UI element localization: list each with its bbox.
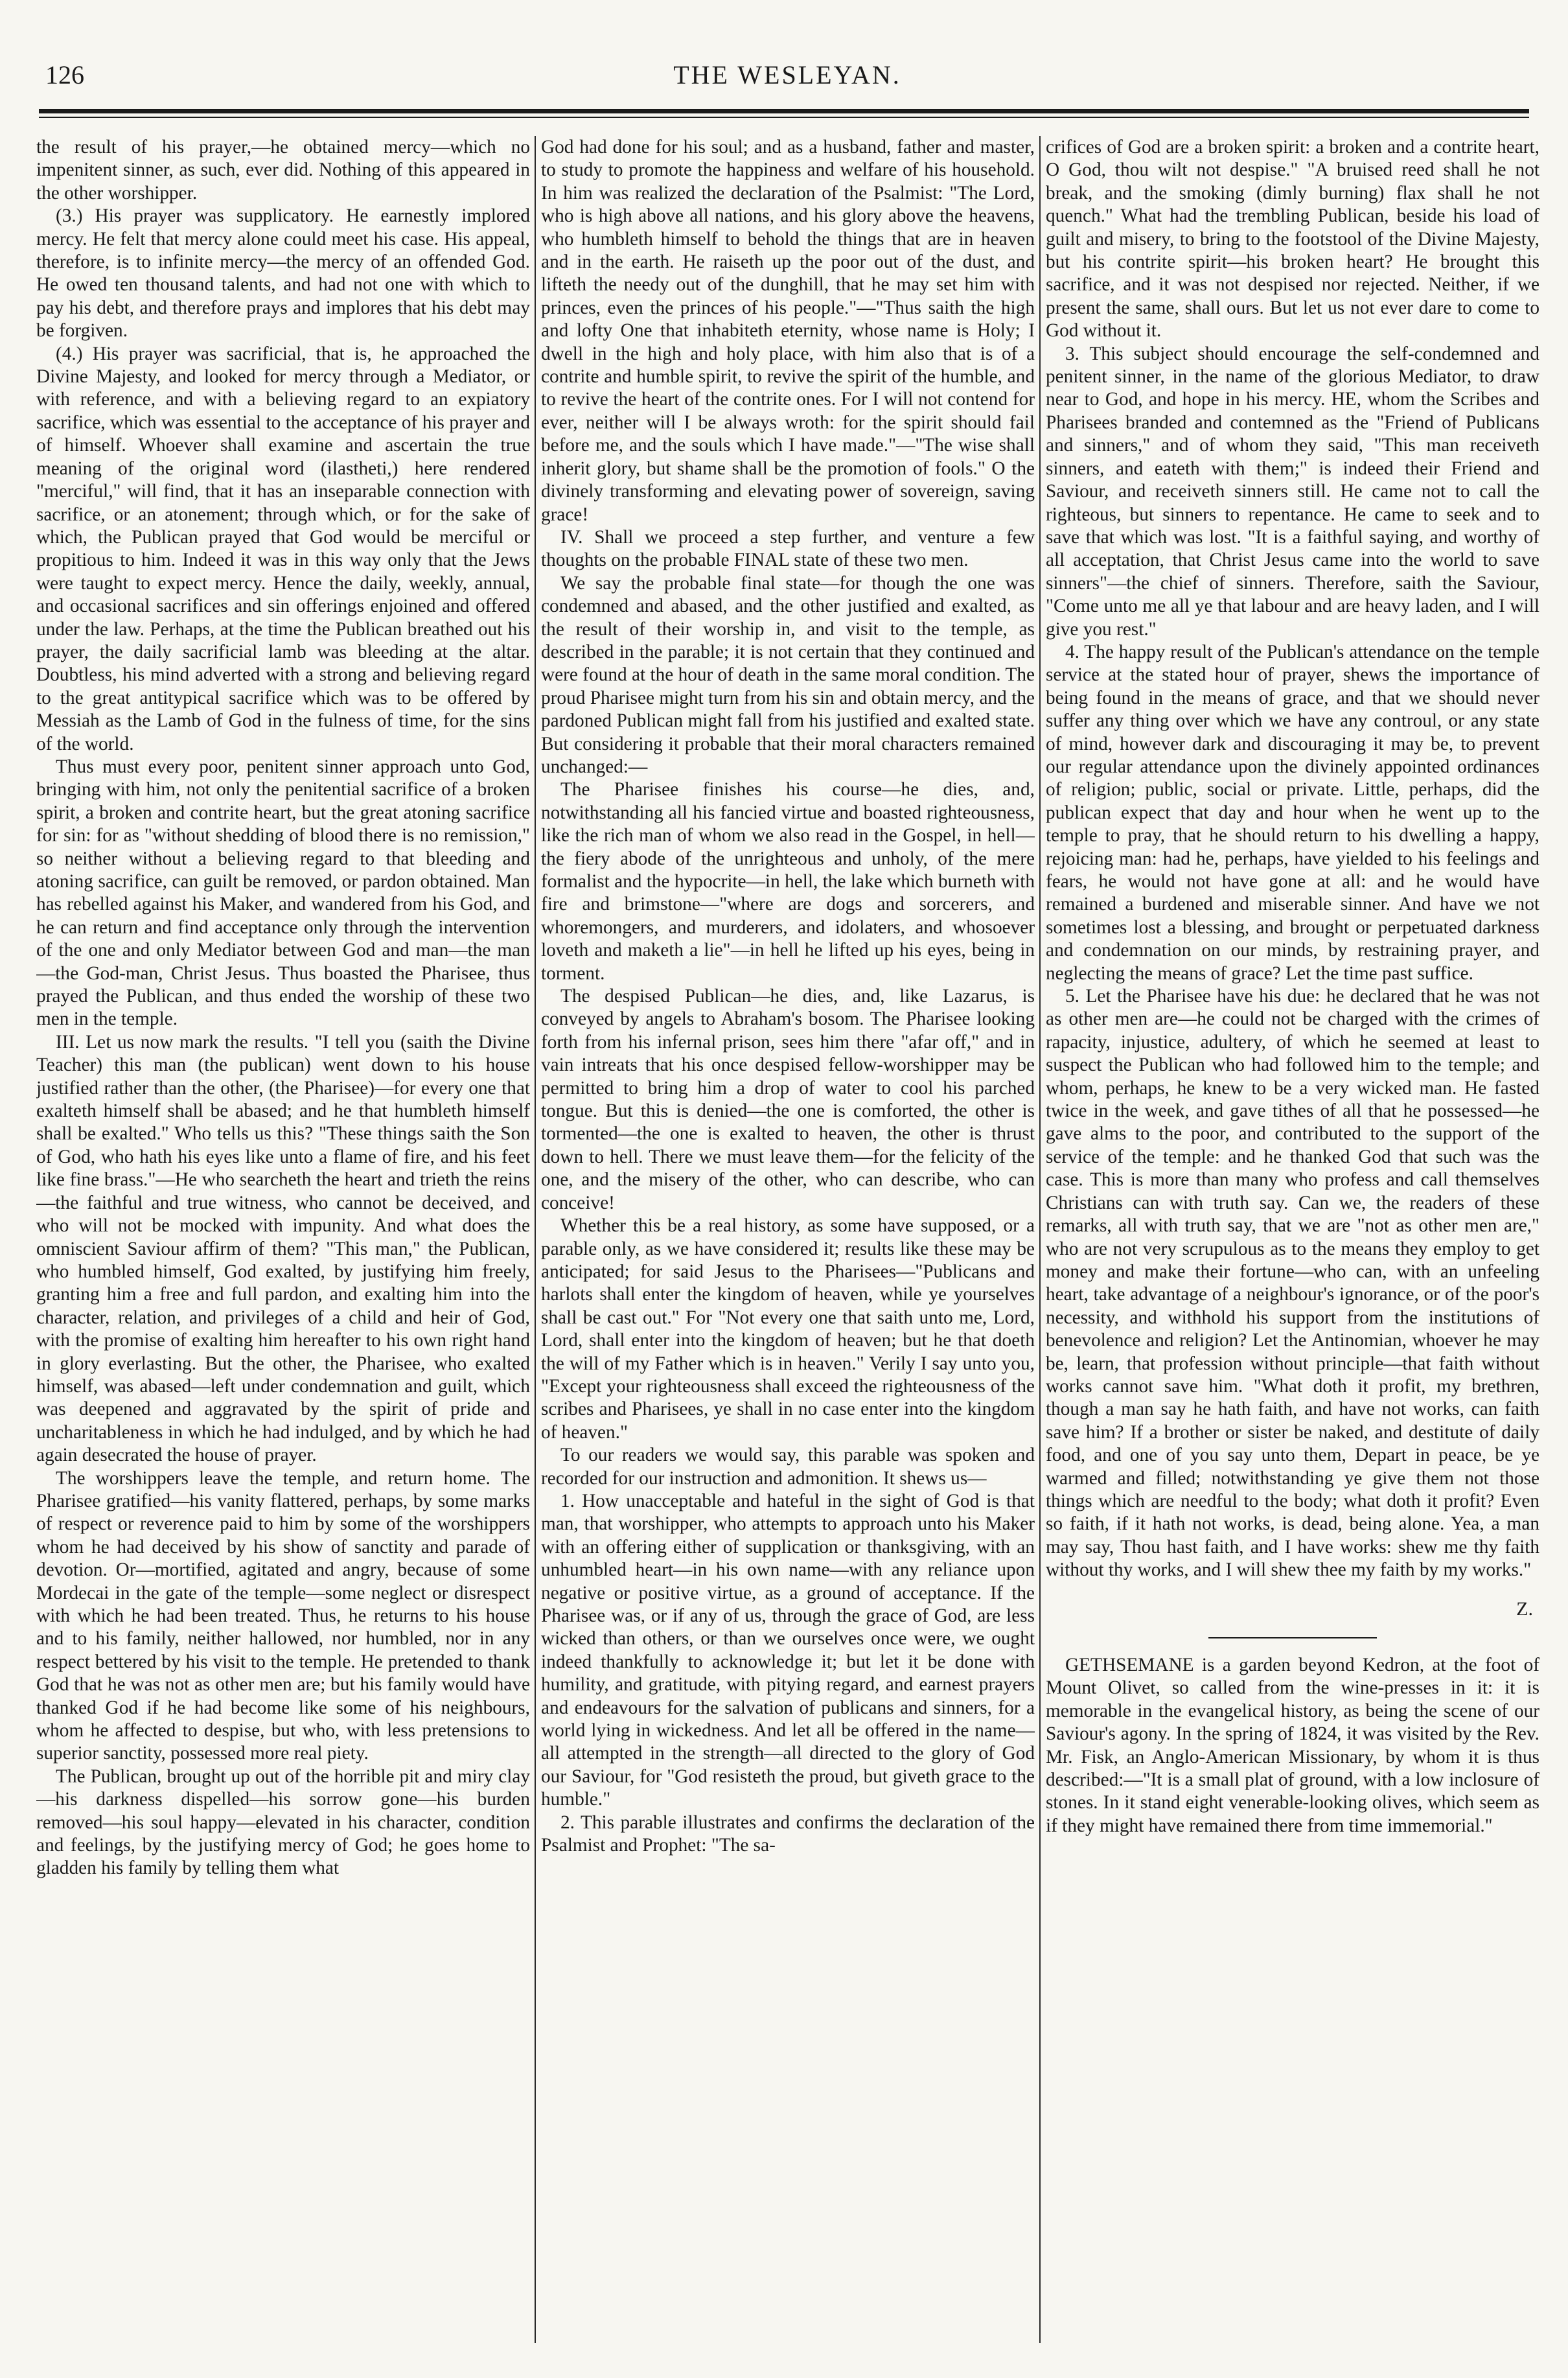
paragraph: Thus must every poor, penitent sinner approach unto God, bringing with him, not only the penitential sacrifice of a broken spirit, a broken and contrite heart, but the great atoning sacrifice for sin: for as "without shedding of blood there is no remission," so neither without a believing regard to that bleeding and atoning sacrifice, can guilt be removed, or pardon obtained. Man has rebelled against his Maker, and wandered from his God, and he can return and find acceptance only through the intervention of the one and only Mediator between God and man—the man—the God-man, Christ Jesus. Thus boasted the Pharisee, thus prayed the Publican, and thus ended the worship of these two men in the temple. bbox=[36, 756, 530, 1030]
column-right bbox=[1046, 136, 1539, 2353]
paragraph: The despised Publican—he dies, and, like Lazarus, is conveyed by angels to Abraham's bosom. The Pharisee looking forth from his infernal prison, sees him there "afar off," and in vain intreats that his once despised fellow-worshipper may be permitted to bring him a drop of water to cool his parched tongue. But this is denied—the one is comforted, the other is tormented—the one is exalted to heaven, the other is thrust down to hell. There we must leave them—for the felicity of the one, and the misery of the other, who can describe, who can conceive! bbox=[541, 986, 1035, 1213]
paragraph: (4.) His prayer was sacrificial, that is, he approached the Divine Majesty, and looked for mercy through a Mediator, or with reference, and with a believing regard to an expiatory sacrifice, which was essential to the acceptance of his prayer and of himself. Whoever shall examine and ascertain the true meaning of the original word (ilastheti,) here rendered "merciful," will find, that it has an inseparable connection with sacrifice, or an atonement; through which, or for the sake of which, the Publican prayed that God would be merciful or propitious to him. Indeed it was in this way only that the Jews were taught to expect mercy. Hence the daily, weekly, annual, and occasional sacrifices and sin offerings enjoined and offered under the law. Perhaps, at the time the Publican breathed out his prayer, the daily sacrificial lamb was bleeding at the altar. Doubtless, his mind adverted with a strong and believing regard to the great antitypical sacrifice which was to be offered by Messiah as the Lamb of God in the fulness of time, for the sins of the world. bbox=[36, 343, 530, 754]
header-rule-thick bbox=[39, 109, 1529, 113]
paragraph: Whether this be a real history, as some have supposed, or a parable only, as we have considered it; results like these may be anticipated; for said Jesus to the Pharisees—"Publicans and harlots shall enter the kingdom of heaven, while ye yourselves shall be cast out." For "Not every one that saith unto me, Lord, Lord, shall enter into the kingdom of heaven; but he that doeth the will of my Father which is in heaven." Verily I say unto you, "Except your righteousness shall exceed the righteousness of the scribes and Pharisees, ye shall in no case enter into the kingdom of heaven." bbox=[541, 1215, 1035, 1443]
column-divider bbox=[1039, 136, 1041, 2343]
author-signature: Z. bbox=[1516, 1598, 1533, 1620]
paragraph: 3. This subject should encourage the self-condemned and penitent sinner, in the name of the glorious Mediator, to draw near to God, and hope in his mercy. HE, whom the Scribes and Pharisees branded and contemned as the "Friend of Publicans and sinners," and of whom they said, "This man receiveth sinners, and eateth with them;" is indeed their Friend and Saviour, and receiveth sinners still. He came not to call the righteous, but sinners to repentance. He came to seek and to save that which was lost. "It is a faithful saying, and worthy of all acceptation, that Christ Jesus came into the world to save sinners"—the chief of sinners. Therefore, saith the Saviour, "Come unto me all ye that labour and are heavy laden, and I will give you rest." bbox=[1046, 343, 1539, 640]
paragraph: God had done for his soul; and as a husband, father and master, to study to promote the happiness and welfare of his household. In him was realized the declaration of the Psalmist: "The Lord, who is high above all nations, and his glory above the heavens, who humbleth himself to behold the things that are in heaven and in the earth. He raiseth up the poor out of the dust, and lifteth the needy out of the dunghill, that he may set him with princes, even the princes of his people."—"Thus saith the high and lofty One that inhabiteth eternity, whose name is Holy; I dwell in the high and holy place, with him also that is of a contrite and humble spirit, to revive the spirit of the humble, and to revive the heart of the contrite ones. For I will not contend for ever, neither will I be always wroth: for the spirit should fail before me, and the souls which I have made."—"The wise shall inherit glory, but shame shall be the promotion of fools." O the divinely transforming and elevating power of sovereign, saving grace! bbox=[541, 137, 1035, 525]
column-middle bbox=[541, 136, 1035, 2353]
paragraph: 5. Let the Pharisee have his due: he declared that he was not as other men are—he could not be charged with the crimes of rapacity, injustice, adultery, of which he seemed at least to suspect the Publican who had followed him to the temple; and whom, perhaps, he knew to be a very wicked man. He fasted twice in the week, and gave tithes of all that he possessed—he gave alms to the poor, and contributed to the support of the service of the temple: and he thanked God that such was the case. This is more than many who profess and call themselves Christians can with truth say. Can we, the readers of these remarks, all with truth say, that we are "not as other men are," who are not very scrupulous as to the means they employ to get money and make their fortune—who can, with an unfeeling heart, take advantage of a neighbour's ignorance, or of the poor's necessity, and withhold his support from the institutions of benevolence and religion? Let the Antinomian, whoever he may be, learn, that profession without principle—that faith without works cannot save him. "What doth it profit, my brethren, though a man say he hath faith, and have not works, can faith save him? If a brother or sister be naked, and destitute of daily food, and one of you say unto them, Depart in peace, be ye warmed and filled; notwithstanding ye give them not those things which are needful to the body; what doth it profit? Even so faith, if it hath not works, is dead, being alone. Yea, a man may say, Thou hast faith, and I have works: shew me thy faith without thy works, and I will shew thee my faith by my works." bbox=[1046, 986, 1539, 1581]
paragraph: (3.) His prayer was supplicatory. He earnestly implored mercy. He felt that mercy alone could meet his case. His appeal, therefore, is to infinite mercy—the mercy of an offended God. He owed ten thousand talents, and had not one with which to pay his debt, and therefore prays and implores that his debt may be forgiven. bbox=[36, 205, 530, 342]
paragraph: IV. Shall we proceed a step further, and venture a few thoughts on the probable FINAL state of these two men. bbox=[541, 526, 1035, 571]
column-divider bbox=[535, 136, 536, 2343]
paragraph: The Pharisee finishes his course—he dies, and, notwithstanding all his fancied virtue and boasted righteousness, like the rich man of whom we also read in the Gospel, in hell—the fiery abode of the unrighteous and unholy, of the mere formalist and the hypocrite—in hell, the lake which burneth with fire and brimstone—"where are dogs and sorcerers, and whoremongers, and murderers, and idolaters, and whosoever loveth and maketh a lie"—in hell he lifted up his eyes, being in torment. bbox=[541, 779, 1035, 984]
column-left bbox=[36, 136, 530, 2353]
paragraph: 1. How unacceptable and hateful in the sight of God is that man, that worshipper, who attempts to approach unto his Maker with an offering either of supplication or thanksgiving, with an unhumbled heart—in his own name—with any reliance upon negative or positive virtue, as a ground of acceptance. If the Pharisee was, or if any of us, through the grace of God, are less wicked than others, or than we ourselves once were, we ought indeed thankfully to acknowledge it; but let it be done with humility, and gratitude, with pitying regard, and earnest prayers and endeavours for the salvation of publicans and sinners, for a world lying in wickedness. And let all be offered in the name—all attempted in the strength—all directed to the glory of God our Saviour, for "God resisteth the proud, but giveth grace to the humble." bbox=[541, 1490, 1035, 1810]
page-header bbox=[45, 60, 1529, 105]
paragraph: The Publican, brought up out of the horrible pit and miry clay—his darkness dispelled—his sorrow gone—his burden removed—his soul happy—elevated in his character, condition and feelings, by the justifying mercy of God; he goes home to gladden his family by telling them what bbox=[36, 1766, 530, 1879]
paragraph: the result of his prayer,—he obtained mercy—which no impenitent sinner, as such, ever did. Nothing of this appeared in the other worshipper. bbox=[36, 137, 530, 204]
section-rule bbox=[1208, 1637, 1377, 1638]
paragraph: 2. This parable illustrates and confirms the declaration of the Psalmist and Prophet: "The sa- bbox=[541, 1812, 1035, 1856]
paragraph: We say the probable final state—for though the one was condemned and abased, and the other justified and exalted, as the result of their worship in, and visit to the temple, as described in the parable; it is not certain that they continued and were found at the hour of death in the same moral condition. The proud Pharisee might turn from his sin and obtain mercy, and the pardoned Publican might fall from his justified and exalted state. But considering it probable that their moral characters remained unchanged:— bbox=[541, 572, 1035, 777]
paragraph: To our readers we would say, this parable was spoken and recorded for our instruction and admonition. It shews us— bbox=[541, 1445, 1035, 1489]
gethsemane-note: GETHSEMANE is a garden beyond Kedron, at the foot of Mount Olivet, so called from the wine-presses in it: it is memorable in the evangelical history, as being the scene of our Saviour's agony. In the spring of 1824, it was visited by the Rev. Mr. Fisk, an Anglo-American Missionary, by whom it is thus described:—"It is a small plat of ground, with a low inclosure of stones. In it stand eight venerable-looking olives, which seem as if they might have remained there from time immemorial." bbox=[1046, 1655, 1539, 1836]
header-rule-thin bbox=[39, 117, 1529, 118]
paragraph: 4. The happy result of the Publican's attendance on the temple service at the stated hour of prayer, shews the importance of being found in the means of grace, and that we should never suffer any thing over which we have any controul, or any state of mind, however dark and discouraging it may be, to prevent our regular attendance upon the divinely appointed ordinances of religion; public, social or private. Little, perhaps, did the publican expect that day and hour when he went up to the temple to pray, that he should return to his dwelling a happy, rejoicing man: had he, perhaps, have yielded to his feelings and fears, he would not have gone at all: and he would have remained a burdened and miserable sinner. And have we not sometimes lost a blessing, and brought or perpetuated darkness and condemnation on our minds, by restraining prayer, and neglecting the means of grace? Let the time past suffice. bbox=[1046, 641, 1539, 984]
paragraph: III. Let us now mark the results. "I tell you (saith the Divine Teacher) this man (the publican) went down to his house justified rather than the other, (the Pharisee)—for every one that exalteth himself shall be abased; and he that humbleth himself shall be exalted." Who tells us this? "These things saith the Son of God, who hath his eyes like unto a flame of fire, and his feet like fine brass."—He who searcheth the heart and trieth the reins—the faithful and true witness, who cannot be deceived, and who will not be mocked with impunity. And what does the omniscient Saviour affirm of them? "This man," the Publican, who humbled himself, God exalted, by justifying him freely, granting him a free and full pardon, and exalting him into the character, relation, and privileges of a child and heir of God, with the promise of exalting him hereafter to his own right hand in glory everlasting. But the other, the Pharisee, who exalted himself, was abased—left under condemnation and guilt, which was deepened and aggravated by the spirit of pride and uncharitableness in which he had indulged, and by which he had again desecrated the house of prayer. bbox=[36, 1031, 530, 1466]
paragraph: The worshippers leave the temple, and return home. The Pharisee gratified—his vanity flattered, perhaps, by some marks of respect or reverence paid to him by some of the worshippers whom he had deceived by his show of sanctity and parade of devotion. Or—mortified, agitated and angry, because of some Mordecai in the gate of the temple—some neglect or disrespect with which he had been treated. Thus, he returns to his house and to his family, neither hallowed, nor humbled, nor in any respect bettered by his visit to the temple. He pretended to thank God that he was not as other men are; but his family would have thanked God if he had become like some of his neighbours, whom he affected to despise, but who, with less pretensions to superior sanctity, possessed more real piety. bbox=[36, 1467, 530, 1764]
paragraph: crifices of God are a broken spirit: a broken and a contrite heart, O God, thou wilt not despise." "A bruised reed shall he not break, and the smoking (dimly burning) flax shall he not quench." What had the trembling Publican, beside his load of guilt and misery, to bring to the footstool of the Divine Majesty, but his contrite spirit—his broken heart? He brought this sacrifice, and it was not despised nor rejected. Neither, if we present the same, shall ours. But let us not ever dare to come to God without it. bbox=[1046, 137, 1539, 342]
running-title: THE WESLEYAN. bbox=[673, 60, 901, 89]
page-number: 126 bbox=[45, 60, 84, 89]
